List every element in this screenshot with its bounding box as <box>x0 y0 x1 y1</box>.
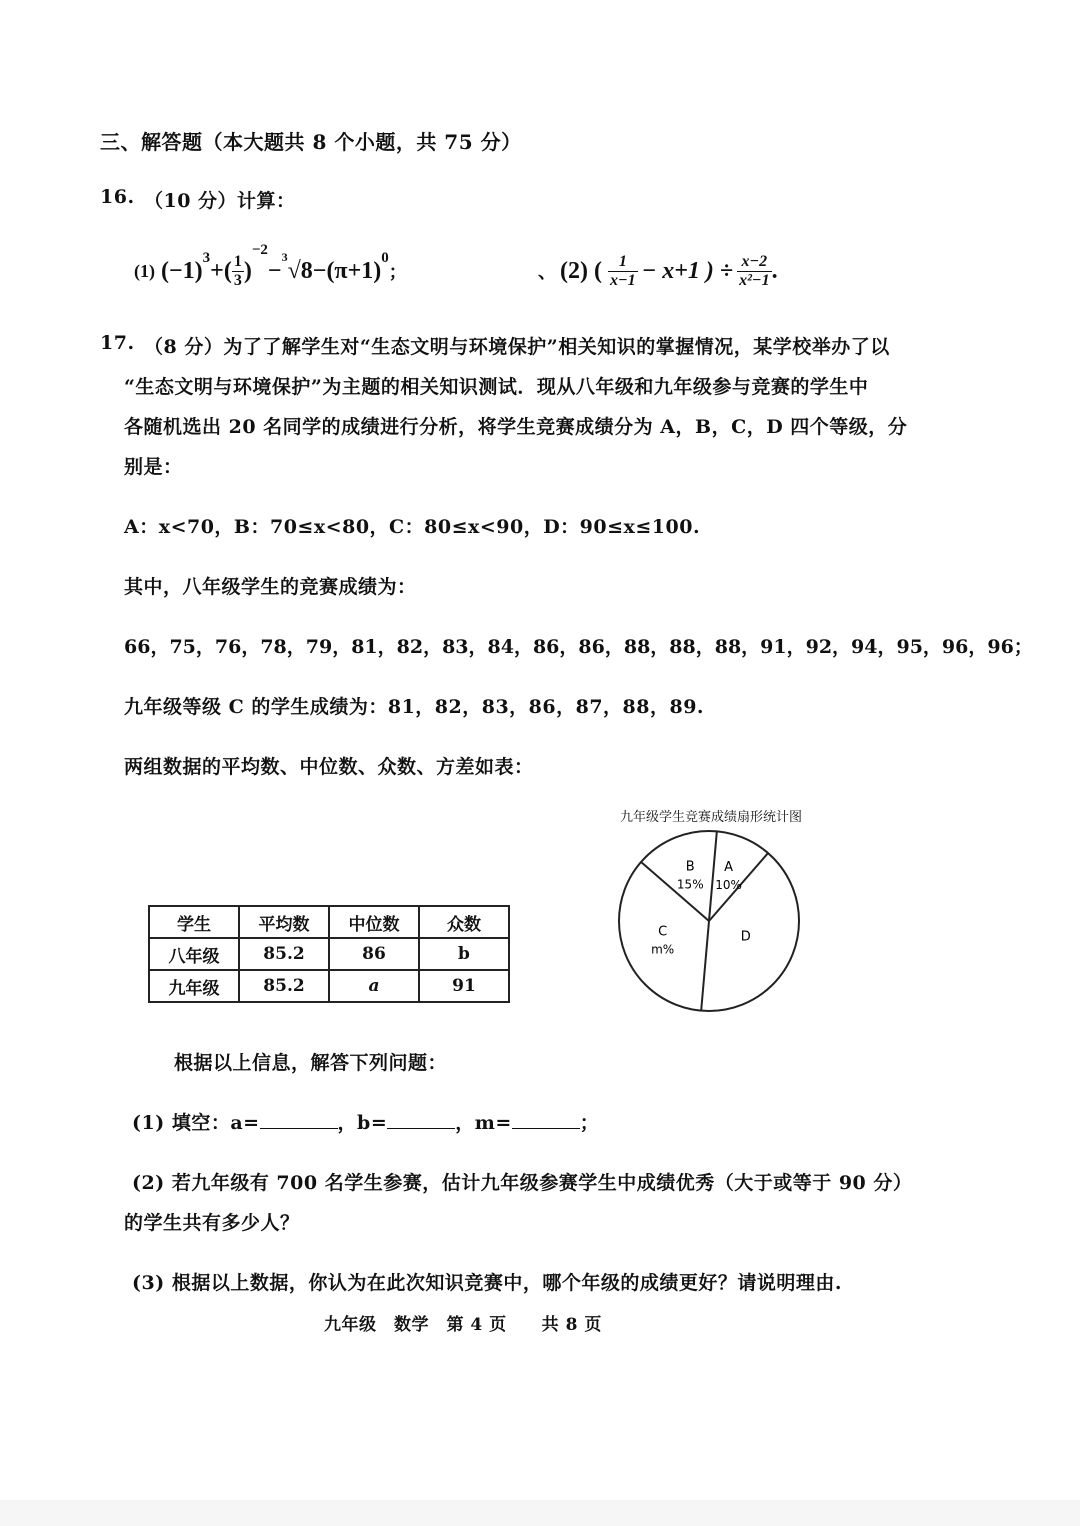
q17-line4: 别是： <box>124 456 183 478</box>
q16-p2-fraction1 <box>608 253 638 290</box>
pie-slice-label: B <box>685 859 695 875</box>
table-cell: a <box>329 970 419 1002</box>
pie-slice-label: D <box>740 929 751 945</box>
q16-p1-base: (−1) <box>161 257 203 284</box>
q16-p1-close: ) <box>243 257 252 284</box>
table-row <box>149 970 509 1002</box>
section-title: 三、解答题（本大题共 8 个小题，共 75 分） <box>100 130 522 154</box>
q16-p1-exp3: 3 <box>202 250 211 266</box>
q16-p2-mid: − x+1 ) ÷ <box>641 257 734 284</box>
q16-p1-semicolon: ； <box>388 262 407 282</box>
q16-p1-frac-den: 3 <box>233 271 242 289</box>
table-header-cell: 众数 <box>419 906 509 938</box>
q16-p2-fraction2 <box>737 253 772 290</box>
q16-p1-root: √8 <box>287 257 313 284</box>
q16-p2-frac2-num: x−2 <box>737 253 772 272</box>
pie-slice-value: 15% <box>676 877 704 892</box>
pie-slice-value: m% <box>651 942 675 957</box>
q16-p2-mark: 、 <box>538 262 556 282</box>
table-cell: 85.2 <box>239 970 329 1002</box>
q16-p2-frac1-den: x−1 <box>609 271 636 289</box>
answer-blank-b[interactable] <box>387 1110 455 1129</box>
q17-q2-line2: 的学生共有多少人？ <box>124 1212 300 1234</box>
pie-slice-label: C <box>658 924 668 940</box>
q16-p1-exp-neg2: −2 <box>251 242 268 258</box>
q17-q1-end: ； <box>579 1112 600 1134</box>
table-header-cell: 中位数 <box>329 906 419 938</box>
q17-number: 17. <box>100 332 135 354</box>
q16-part1-label: (1) <box>134 260 155 281</box>
q16-p1-root-index: 3 <box>281 250 288 264</box>
q16-part2 <box>538 246 778 296</box>
q17-q1 <box>132 1108 599 1135</box>
table-cell: 86 <box>329 938 419 970</box>
q16-p1-exp0: 0 <box>381 250 389 266</box>
q17-line1: （8 分）为了了解学生对“生态文明与环境保护”相关知识的掌握情况，某学校举办了以 <box>144 336 890 358</box>
pie-chart-title: 九年级学生竞赛成绩扇形统计图 <box>619 810 802 825</box>
q17-q1-label: (1) 填空：a= <box>132 1112 260 1134</box>
table-header-row <box>149 906 509 938</box>
q16-p1-frac-num: 1 <box>233 252 242 270</box>
table-cell: 九年级 <box>149 970 239 1002</box>
table-header-cell: 学生 <box>149 906 239 938</box>
pie-slice-label: A <box>724 859 733 875</box>
q17-table-intro: 两组数据的平均数、中位数、众数、方差如表： <box>124 756 534 778</box>
q17-grade8-scores: 66，75，76，78，79，81，82，83，84，86，86，88，88，88，91，92，94，95，96，96； <box>124 636 1033 658</box>
q17-line3: 各随机选出 20 名同学的成绩进行分析，将学生竞赛成绩分为 A，B，C，D 四个等级，分 <box>124 416 908 438</box>
q16-number: 16. <box>100 186 135 208</box>
table-cell: 八年级 <box>149 938 239 970</box>
bottom-strip <box>0 1500 1080 1526</box>
q17-q3: (3) 根据以上数据，你认为在此次知识竞赛中，哪个年级的成绩更好？请说明理由. <box>132 1272 842 1294</box>
q16-p1-minus: − <box>267 257 282 284</box>
q16-p1-fraction <box>232 253 244 290</box>
q16-p1-pi: −(π+1) <box>312 257 382 284</box>
table-cell: 85.2 <box>239 938 329 970</box>
page-footer: 九年级 数学 第 4 页 共 8 页 <box>324 1315 602 1335</box>
q17-q1-b: ，b= <box>337 1112 388 1134</box>
q16-p1-plus: +( <box>210 257 232 284</box>
stats-table <box>148 905 510 1003</box>
q17-q1-m: ，m= <box>455 1112 512 1134</box>
q17-q2-line1: (2) 若九年级有 700 名学生参赛，估计九年级参赛学生中成绩优秀（大于或等于 90 分） <box>132 1172 913 1194</box>
table-cell: 91 <box>419 970 509 1002</box>
answer-blank-m[interactable] <box>512 1110 580 1129</box>
table-row <box>149 938 509 970</box>
q17-line2: “生态文明与环境保护”为主题的相关知识测试．现从八年级和九年级参与竞赛的学生中 <box>124 376 869 398</box>
pie-chart <box>605 829 815 1019</box>
q17-grade9-c-scores: 九年级等级 C 的学生成绩为：81，82，83，86，87，88，89. <box>124 696 705 718</box>
q16-p2-frac2-den: x²−1 <box>739 271 770 289</box>
q16-p2-end: . <box>771 257 778 284</box>
table-cell: b <box>419 938 509 970</box>
answer-blank-a[interactable] <box>260 1110 338 1129</box>
q17-instruction: 根据以上信息，解答下列问题： <box>174 1052 448 1074</box>
q16-part1 <box>134 242 407 296</box>
pie-slice-value: 10% <box>715 877 742 892</box>
q17-grade-ranges: A：x<70，B：70≤x<80，C：80≤x<90，D：90≤x≤100. <box>124 516 701 538</box>
q16-points: （10 分）计算： <box>144 190 296 212</box>
q16-p2-label: (2) ( <box>560 257 602 284</box>
q16-p2-frac1-num: 1 <box>608 253 638 272</box>
table-header-cell: 平均数 <box>239 906 329 938</box>
q17-grade8-intro: 其中，八年级学生的竞赛成绩为： <box>124 576 417 598</box>
